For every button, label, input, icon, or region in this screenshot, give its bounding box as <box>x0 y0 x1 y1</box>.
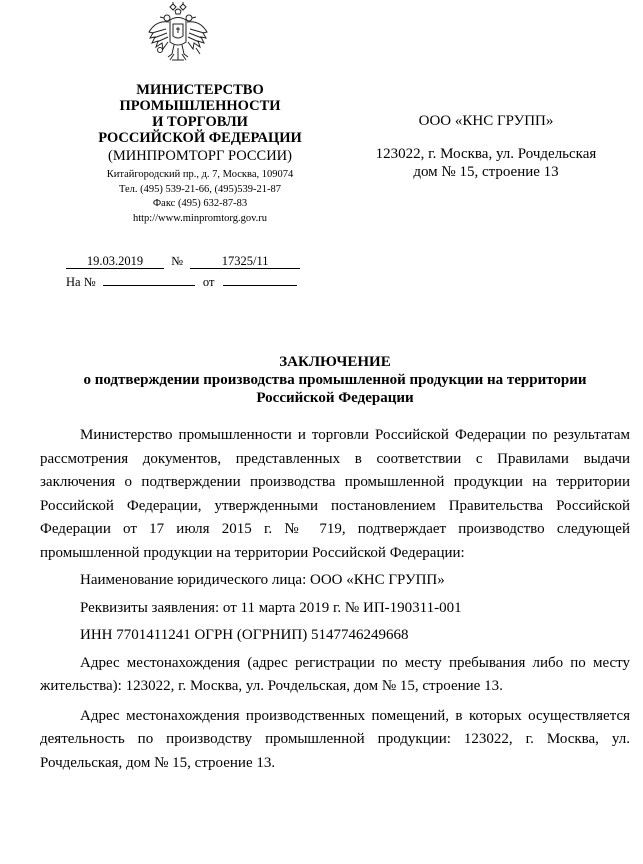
ministry-name-line: МИНИСТЕРСТВО <box>136 82 264 98</box>
reply-prefix: На № <box>66 275 96 289</box>
ministry-letterhead <box>70 82 330 226</box>
coat-of-arms-icon <box>146 2 210 64</box>
registration-number-label: № <box>171 254 184 268</box>
document-body <box>40 424 630 775</box>
ministry-abbreviation: (МИНПРОМТОРГ РОССИИ) <box>108 148 292 164</box>
document-subtitle-line: о подтверждении производства промышленной продукции на территории <box>83 372 587 388</box>
ministry-name-line: РОССИЙСКОЙ ФЕДЕРАЦИИ <box>98 130 302 146</box>
reply-number <box>103 285 195 286</box>
registration-date: 19.03.2019 <box>66 255 164 269</box>
reply-from-label: от <box>202 275 215 289</box>
recipient-address-line: дом № 15, строение 13 <box>413 164 559 180</box>
ministry-name <box>70 82 330 146</box>
reply-reference-line <box>66 275 297 290</box>
registration-address: Адрес местонахождения (адрес регистрации по месту пребывания либо по месту жительства): 123022, г. Москва, ул. Рочдельская, дом № 15, строение 13. <box>40 654 630 694</box>
tax-identifiers: ИНН 7701411241 ОГРН (ОГРНИП) 5147746249668 <box>80 627 409 643</box>
document-subtitle-line: Российской Федерации <box>256 390 414 406</box>
recipient-name: ООО «КНС ГРУПП» <box>418 113 554 129</box>
ministry-name-line: И ТОРГОВЛИ <box>152 114 248 130</box>
legal-entity-name: Наименование юридического лица: ООО «КНС ГРУПП» <box>80 572 445 588</box>
recipient-address-line: 123022, г. Москва, ул. Рочдельская <box>375 146 597 162</box>
recipient-address <box>352 145 620 181</box>
body-paragraph: Министерство промышленности и торговли Российской Федерации по результатам рассмотрения документов, представленных в соответствии с Правилами выдачи заключения о подтверждении производства промышленной продукции на территории Российской Федерации, утвержденными постановлением Правительства Российской Федерации от 17 июля 2015 г. № 719, подтверждает производство следующей промышленной продукции на территории Российской Федерации: <box>40 427 630 561</box>
ministry-fax: Факс (495) 632-87-83 <box>152 198 248 209</box>
production-address: Адрес местонахождения производственных помещений, в которых осуществляется деятельность по производству промышленной продукции: 123022, г. Москва, ул. Рочдельская, дом № 15, строение 13. <box>40 707 630 771</box>
reply-date <box>223 285 297 286</box>
ministry-contacts <box>70 168 330 226</box>
ministry-name-line: ПРОМЫШЛЕННОСТИ <box>119 98 281 114</box>
recipient-block <box>352 112 620 181</box>
ministry-address: Китайгородский пр., д. 7, Москва, 109074 <box>106 169 294 180</box>
ministry-phone: Тел. (495) 539-21-66, (495)539-21-87 <box>118 183 281 195</box>
registration-line <box>66 254 300 269</box>
document-title <box>40 353 630 407</box>
application-details: Реквизиты заявления: от 11 марта 2019 г. № ИП-190311-001 <box>80 599 462 616</box>
registration-number: 17325/11 <box>190 255 300 269</box>
document-heading: ЗАКЛЮЧЕНИЕ <box>279 354 391 370</box>
ministry-website: http://www.minpromtorg.gov.ru <box>132 212 268 224</box>
